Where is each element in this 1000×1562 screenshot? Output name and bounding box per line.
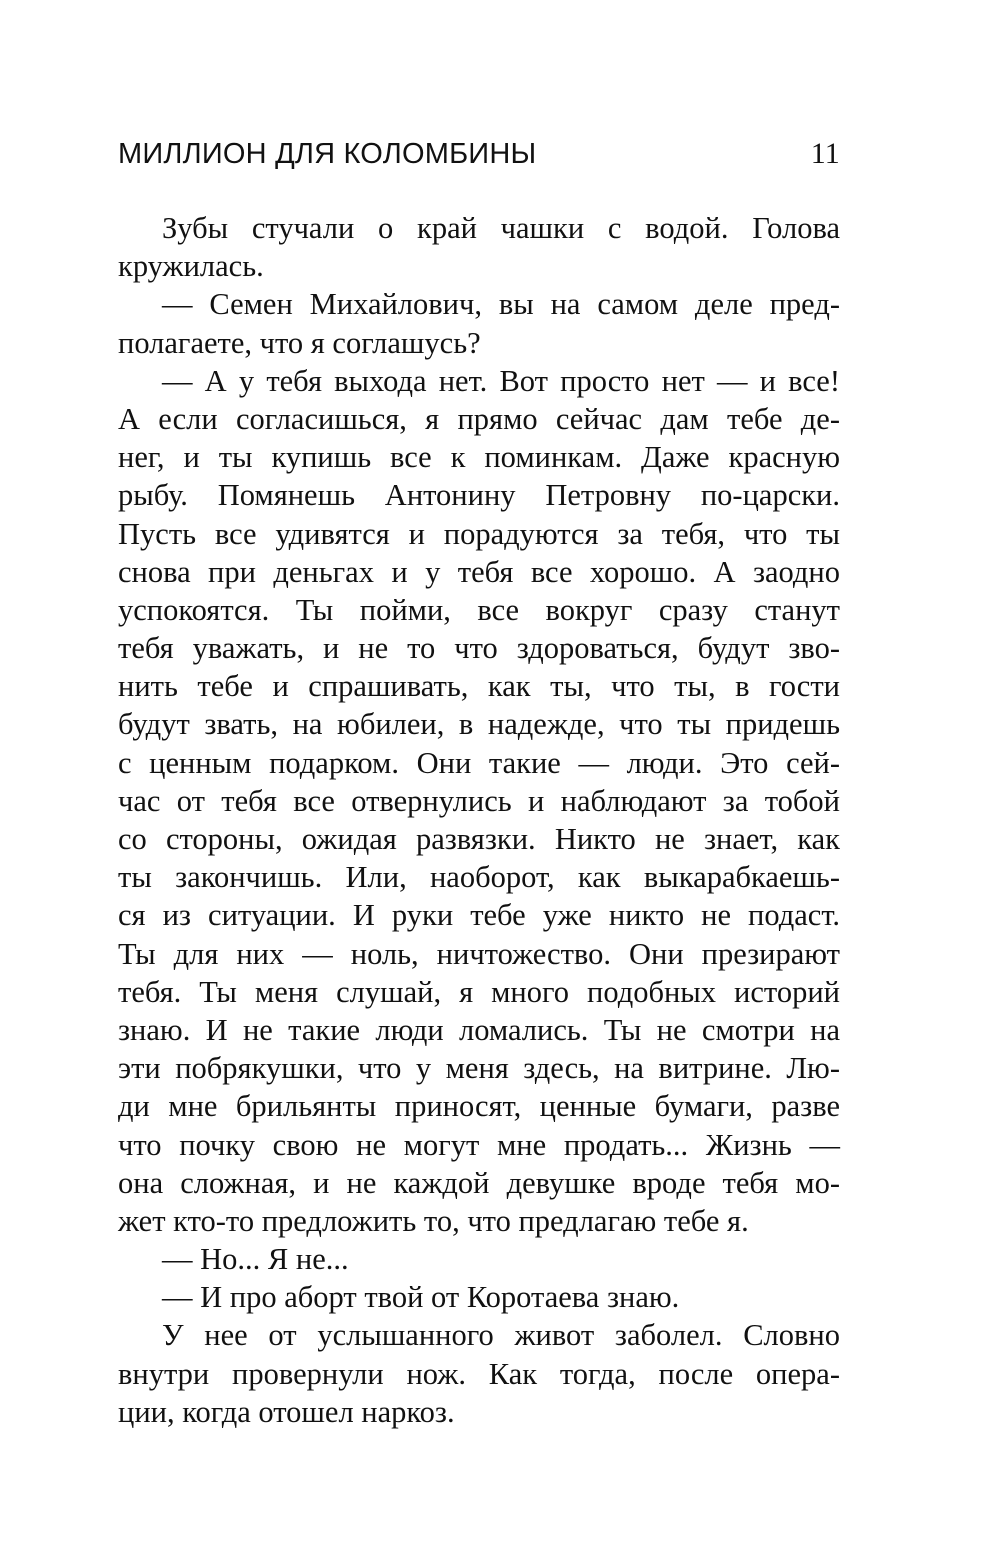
text-line: будут звать, на юбилеи, в надежде, что ты придешь <box>118 707 840 742</box>
text-line: рыбу. Помянешь Антонину Петровну по-царски. <box>118 478 840 513</box>
text-line: У нее от услышанного живот заболел. Словно <box>162 1318 840 1353</box>
text-line: ся из ситуации. И руки тебе уже никто не подаст. <box>118 898 840 933</box>
text-line: — Но... Я не... <box>162 1242 349 1277</box>
text-line: Пусть все удивятся и порадуются за тебя, что ты <box>118 516 840 551</box>
running-head <box>118 132 840 176</box>
text-line: ты закончишь. Или, наоборот, как выкарабкаешь- <box>118 860 840 895</box>
text-line: тебя уважать, и не то что здороваться, будут зво- <box>118 631 840 666</box>
text-line: Ты для них — ноль, ничтожество. Они презирают <box>118 936 840 971</box>
text-line: ции, когда отошел наркоз. <box>118 1394 455 1429</box>
text-line: А если согласишься, я прямо сейчас дам тебе де- <box>118 401 840 436</box>
text-line: жет кто-то предложить то, что предлагаю тебе я. <box>118 1203 749 1238</box>
text-line: нег, и ты купишь все к поминкам. Даже красную <box>118 440 840 475</box>
text-line: — Семен Михайлович, вы на самом деле пред- <box>162 287 840 322</box>
text-line: с ценным подарком. Они такие — люди. Это сей- <box>118 745 840 780</box>
text-line: знаю. И не такие люди ломались. Ты не смотри на <box>118 1012 840 1047</box>
text-line: внутри провернули нож. Как тогда, после опера- <box>118 1356 840 1391</box>
text-line: нить тебе и спрашивать, как ты, что ты, в гости <box>118 669 840 704</box>
text-line: тебя. Ты меня слушай, я много подобных историй <box>118 974 840 1009</box>
text-line: полагаете, что я соглашусь? <box>118 325 481 360</box>
text-line: Зубы стучали о край чашки с водой. Голова <box>162 211 840 245</box>
page-number: 11 <box>810 137 840 170</box>
text-line: со стороны, ожидая развязки. Никто не знает, как <box>118 822 840 856</box>
body-text <box>118 209 840 1431</box>
text-line: час от тебя все отвернулись и наблюдают за тобой <box>118 783 840 818</box>
text-line: что почку свою не могут мне продать... Жизнь — <box>118 1127 840 1162</box>
book-title: МИЛЛИОН ДЛЯ КОЛОМБИНЫ <box>118 138 537 170</box>
text-line: она сложная, и не каждой девушке вроде тебя мо- <box>118 1165 840 1200</box>
text-line: — А у тебя выхода нет. Вот просто нет — и все! <box>162 363 840 398</box>
text-line: ди мне брильянты приносят, ценные бумаги, разве <box>118 1089 840 1124</box>
text-line: — И про аборт твой от Коротаева знаю. <box>162 1280 680 1315</box>
text-line: снова при деньгах и у тебя все хорошо. А заодно <box>118 554 840 589</box>
text-line: кружилась. <box>118 249 264 284</box>
text-line: успокоятся. Ты пойми, все вокруг сразу станут <box>118 592 840 627</box>
text-line: эти побрякушки, что у меня здесь, на витрине. Лю- <box>118 1051 840 1086</box>
